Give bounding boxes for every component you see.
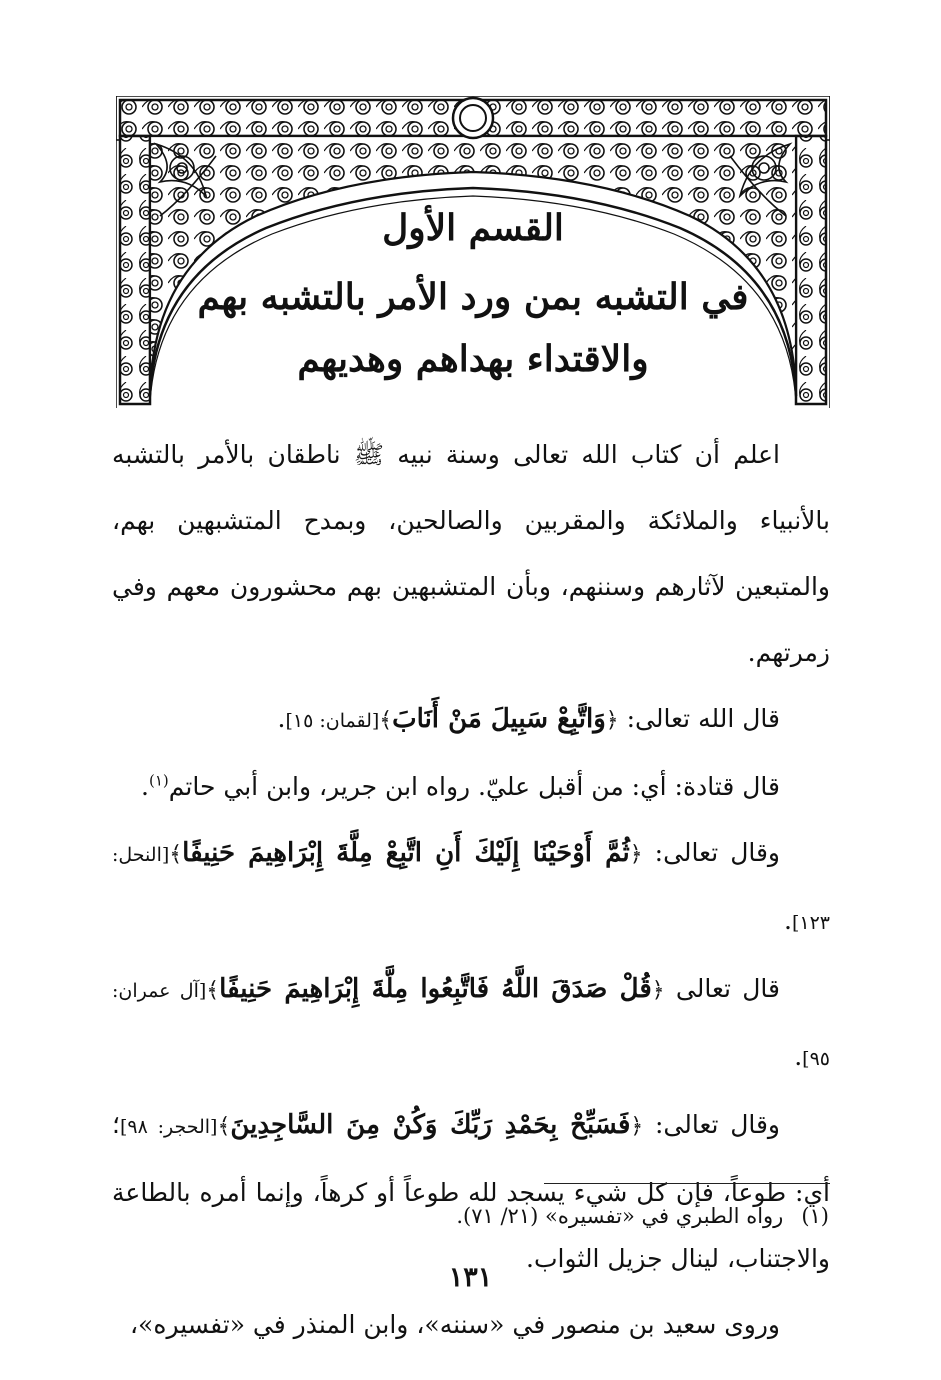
verse-lead: وقال تعالى: (643, 1110, 780, 1139)
verse-reference: [الحجر: ٩٨] (119, 1116, 218, 1138)
chapter-title-line-1: في التشبه بمن ورد الأمر بالتشبه بهم (197, 276, 749, 318)
verse-close-bracket: ﴾ (217, 1114, 231, 1139)
verse-reference: [النحل: ١٢٣] (112, 844, 830, 934)
ornamental-header (116, 96, 830, 408)
footnote-1 (111, 1200, 829, 1232)
verse-open-bracket: ﴿ (629, 842, 643, 867)
verse-tail: . (784, 906, 792, 935)
paragraph-verse-nahl (112, 820, 830, 956)
quran-verse: قُلْ صَدَقَ اللَّهُ فَاتَّبِعُوا مِلَّةَ إِبْرَاهِيمَ حَنِيفًا (219, 974, 652, 1004)
quran-verse: وَاتَّبِعْ سَبِيلَ مَنْ أَنَابَ (392, 704, 606, 734)
qatada-text: قال قتادة: أي: من أقبل عليّ. رواه ابن جرير، وابن أبي حاتم (168, 772, 780, 801)
verse-open-bracket: ﴿ (605, 708, 619, 733)
section-title: القسم الأول (382, 207, 564, 249)
paragraph-verse-luqman (112, 686, 830, 754)
paragraph-qatada (112, 754, 830, 820)
verse-open-bracket: ﴿ (630, 1114, 644, 1139)
chapter-title (176, 266, 770, 390)
verse-tail: . (277, 704, 286, 733)
verse-tail: . (794, 1042, 803, 1071)
verse-reference: [لقمان: ١٥] (285, 710, 380, 732)
verse-lead: وقال تعالى: (642, 838, 780, 867)
verse-reference: [آل عمران: ٩٥] (112, 980, 830, 1070)
footnote-marker[interactable]: (١) (148, 771, 169, 790)
verse-open-bracket: ﴿ (651, 978, 665, 1003)
verse-close-bracket: ﴾ (206, 978, 220, 1003)
paragraph-intro: اعلم أن كتاب الله تعالى وسنة نبيه ﷺ ناطقان بالأمر بالتشبه بالأنبياء والملائكة والمقربين والصالحين، وبمدح المتشبهين بهم، والمتبعين لآثارهم وسننهم، وبأن المتشبهين بهم محشورون معهم وفي زمرتهم. (112, 440, 830, 667)
paragraph-verse-al-imran (112, 956, 830, 1092)
verse-lead: قال الله تعالى: (618, 704, 780, 733)
paragraph-said-ibn-mansur: وروى سعيد بن منصور في «سننه»، وابن المنذر في «تفسيره»، (129, 1310, 780, 1339)
verse-lead: قال تعالى (664, 974, 780, 1003)
quran-verse: فَسَبِّحْ بِحَمْدِ رَبِّكَ وَكُنْ مِنَ السَّاجِدِينَ (230, 1110, 631, 1140)
qatada-tail: . (141, 772, 149, 801)
footnote-text: رواه الطبري في «تفسيره» (٢١/ ٧١). (456, 1204, 784, 1228)
verse-close-bracket: ﴾ (169, 842, 183, 867)
page-number: ١٣١ (448, 1262, 493, 1293)
footnote-number: (١) (801, 1204, 829, 1228)
verse-close-bracket: ﴾ (379, 708, 393, 733)
quran-verse: ثُمَّ أَوْحَيْنَا إِلَيْكَ أَنِ اتَّبِعْ مِلَّةَ إِبْرَاهِيمَ حَنِيفًا (182, 838, 630, 868)
chapter-title-line-2: والاقتداء بهداهم وهديهم (297, 338, 649, 380)
footnote-divider (544, 1183, 830, 1184)
verse-tail: ؛ أي: طوعاً، فإن كل شيء يسجد لله طوعاً أو كرهاً، وإنما أمره بالطاعة والاجتناب، لينال جزيل الثواب. (112, 1110, 830, 1273)
